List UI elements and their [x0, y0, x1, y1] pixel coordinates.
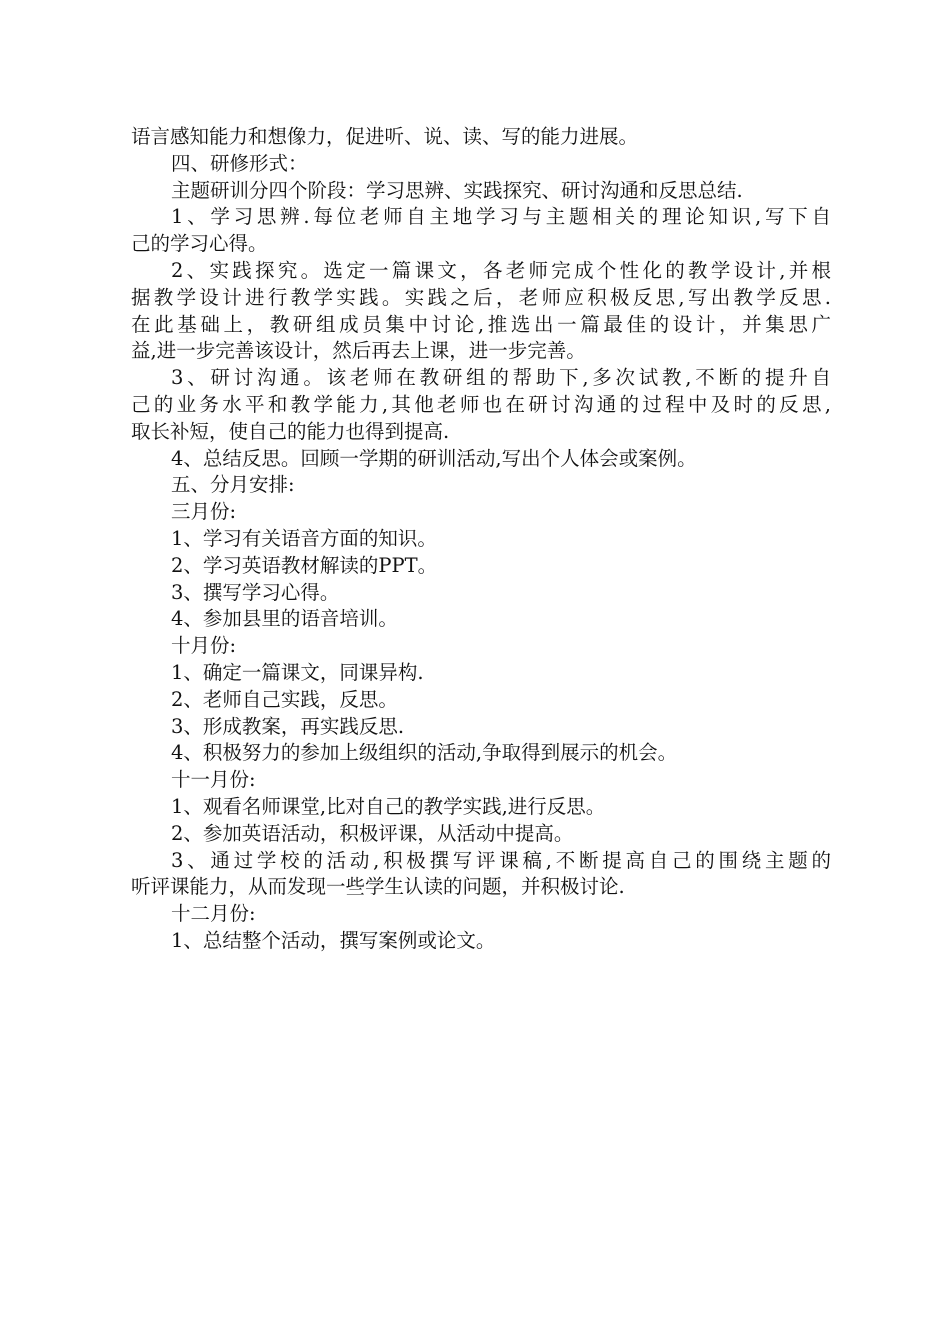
- paragraph-m11b: [131, 821, 831, 848]
- text-line: 在此基础上，教研组成员集中讨论,推选出一篇最佳的设计，并集思广: [131, 312, 831, 336]
- paragraph-m10d: [131, 740, 831, 767]
- paragraph-m11: [131, 767, 831, 794]
- text-line: 1、学习有关语音方面的知识。: [170, 526, 437, 550]
- text-line: 4、积极努力的参加上级组织的活动,争取得到展示的机会。: [170, 741, 678, 765]
- text-line: 语言感知能力和想像力，促进听、说、读、写的能力进展。: [131, 125, 639, 148]
- paragraph-m10a: [131, 660, 831, 687]
- text-line: 听评课能力，从而发现一些学生认读的问题，并积极讨论.: [131, 875, 625, 899]
- text-line: 1、总结整个活动，撰写案例或论文。: [170, 928, 496, 952]
- paragraph-m3: [131, 499, 831, 526]
- paragraph-m12: [131, 901, 831, 928]
- text-line: 己的业务水平和教学能力,其他老师也在研讨沟通的过程中及时的反思,: [131, 392, 831, 416]
- paragraph-p4: [131, 365, 831, 445]
- text-line: 主题研训分四个阶段：学习思辨、实践探究、研讨沟通和反思总结.: [170, 178, 743, 202]
- text-line: 1、学习思辨.每位老师自主地学习与主题相关的理论知识,写下自: [170, 205, 831, 229]
- text-line: 1、观看名师课堂,比对自己的教学实践,进行反思。: [170, 794, 606, 818]
- paragraph-h5: [131, 472, 831, 499]
- paragraph-m10: [131, 633, 831, 660]
- text-line: 2、实践探究。选定一篇课文，各老师完成个性化的教学设计,并根: [170, 258, 831, 282]
- text-line: 1、确定一篇课文，同课异构.: [170, 660, 424, 684]
- paragraph-p1: [131, 178, 831, 205]
- paragraph-p5: [131, 446, 831, 473]
- document-page: [131, 124, 831, 955]
- paragraph-m10c: [131, 714, 831, 741]
- text-line: 2、参加英语活动，积极评课，从活动中提高。: [170, 821, 574, 845]
- paragraph-p3: [131, 258, 831, 365]
- paragraph-m3c: [131, 580, 831, 607]
- text-line: 己的学习心得。: [131, 232, 268, 256]
- text-line: 4、参加县里的语音培训。: [170, 607, 398, 631]
- paragraph-m10b: [131, 687, 831, 714]
- text-line: 据教学设计进行教学实践。实践之后，老师应积极反思,写出教学反思.: [131, 285, 831, 309]
- paragraph-m3b: [131, 553, 831, 580]
- paragraph-m3a: [131, 526, 831, 553]
- text-line: 十月份:: [170, 634, 237, 658]
- text-line: 十一月份:: [170, 768, 256, 792]
- text-line: 3、通过学校的活动,积极撰写评课稿,不断提高自己的围绕主题的: [170, 848, 831, 872]
- text-line: 2、老师自己实践，反思。: [170, 687, 398, 711]
- text-line: 五、分月安排:: [170, 473, 295, 497]
- paragraph-m11c: [131, 848, 831, 902]
- text-line: 3、研讨沟通。该老师在教研组的帮助下,多次试教,不断的提升自: [170, 366, 831, 390]
- paragraph-p2: [131, 204, 831, 258]
- text-line: 四、研修形式：: [170, 151, 308, 175]
- text-line: 三月份:: [170, 500, 237, 524]
- paragraph-m11a: [131, 794, 831, 821]
- text-line: 2、学习英语教材解读的PPT。: [170, 553, 438, 577]
- text-line: 益,进一步完善该设计，然后再去上课，进一步完善。: [131, 339, 586, 363]
- text-line: 3、撰写学习心得。: [170, 580, 340, 604]
- text-line: 十二月份:: [170, 902, 256, 926]
- text-line: 3、形成教案，再实践反思.: [170, 714, 405, 738]
- text-line: 取长补短，使自己的能力也得到提高.: [131, 419, 450, 443]
- paragraph-p0: [131, 124, 831, 151]
- paragraph-m3d: [131, 606, 831, 633]
- paragraph-m12a: [131, 928, 831, 955]
- text-line: 4、总结反思。回顾一学期的研训活动,写出个人体会或案例。: [170, 446, 697, 470]
- paragraph-h4: [131, 151, 831, 178]
